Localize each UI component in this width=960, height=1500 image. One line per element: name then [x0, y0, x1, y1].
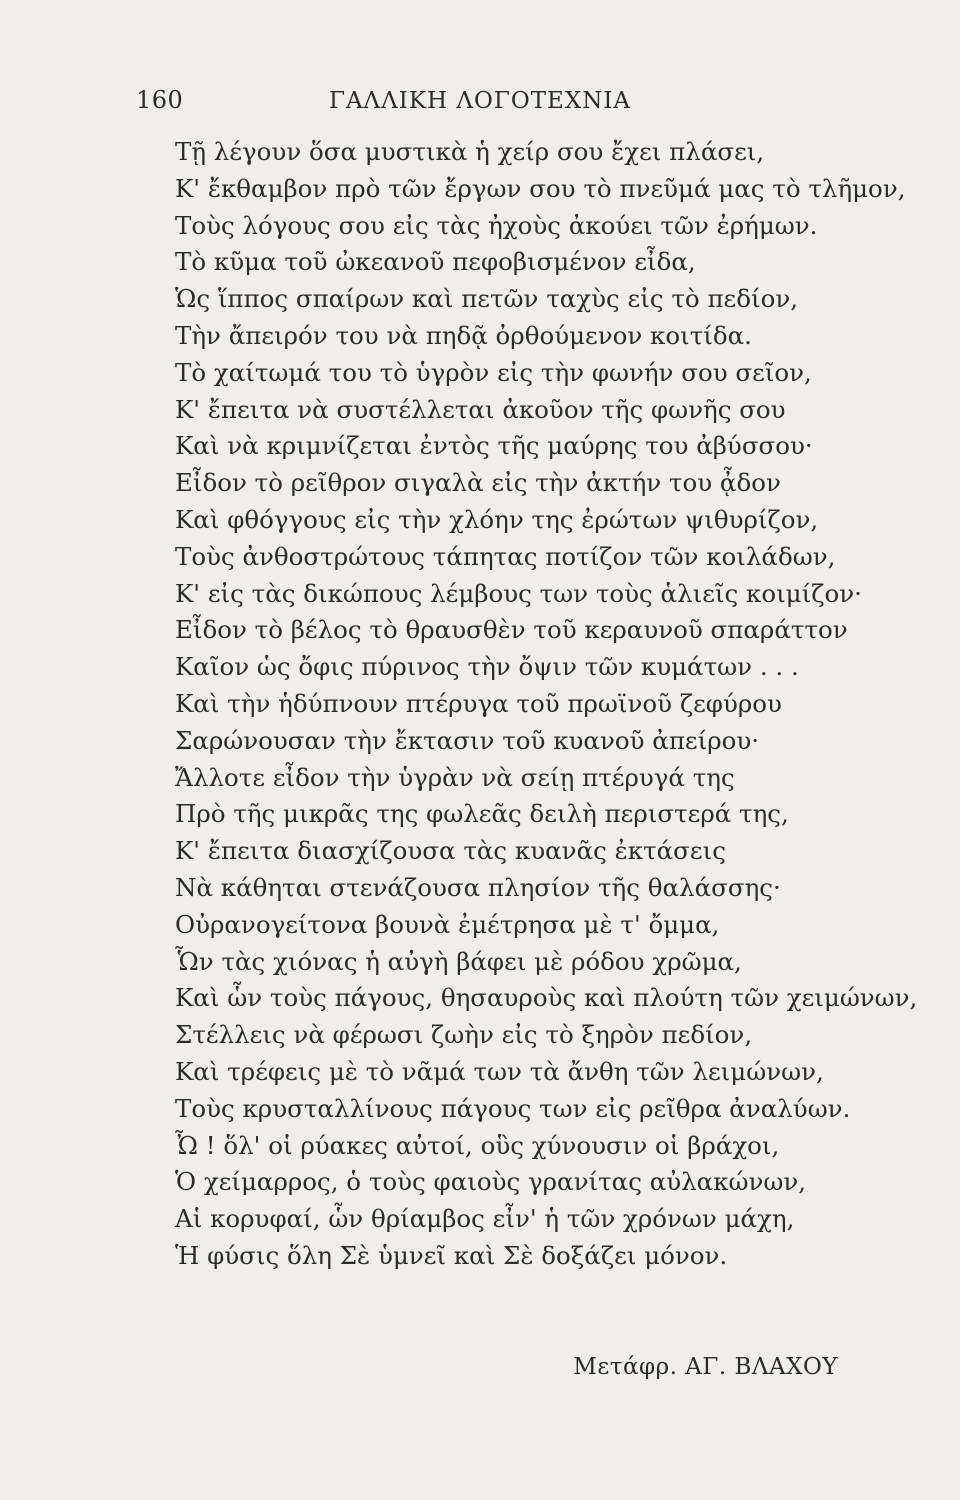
poem-line: Νὰ κάθηται στενάζουσα πλησίον τῆς θαλάσσης·: [175, 872, 781, 902]
poem-line: Ἡ φύσις ὅλη Σὲ ὑμνεῖ καὶ Σὲ δοξάζει μόνον.: [175, 1240, 728, 1270]
poem-line: Καῖον ὡς ὄφις πύρινος τὴν ὄψιν τῶν κυμάτων . . .: [175, 652, 799, 682]
poem-line: Αἱ κορυφαί, ὧν θρίαμβος εἶν' ἡ τῶν χρόνων μάχη,: [175, 1204, 795, 1234]
poem-line: Καὶ φθόγγους εἰς τὴν χλόην της ἐρώτων ψιθυρίζον,: [175, 504, 819, 534]
poem-line: Εἶδον τὸ βέλος τὸ θραυσθὲν τοῦ κεραυνοῦ σπαράττον: [175, 615, 848, 645]
poem-body: [175, 134, 925, 1275]
poem-line: Τὸ χαίτωμά του τὸ ὑγρὸν εἰς τὴν φωνήν σου σεῖον,: [175, 357, 812, 387]
poem-line: Ὧν τὰς χιόνας ἡ αὐγὴ βάφει μὲ ρόδου χρῶμα,: [175, 946, 742, 976]
poem-line: Κ' εἰς τὰς δικώπους λέμβους των τοὺς ἁλιεῖς κοιμίζον·: [175, 578, 862, 608]
poem-line: Εἶδον τὸ ρεῖθρον σιγαλὰ εἰς τὴν ἀκτήν του ᾆδον: [175, 468, 781, 498]
poem-line: Τοὺς ἀνθοστρώτους τάπητας ποτίζον τῶν κοιλάδων,: [175, 541, 836, 571]
poem-line: Πρὸ τῆς μικρᾶς της φωλεᾶς δειλὴ περιστερά της,: [175, 799, 789, 829]
poem-line: Ἄλλοτε εἶδον τὴν ὑγρὰν νὰ σείῃ πτέρυγά της: [175, 762, 735, 792]
poem-line: Ὁ χείμαρρος, ὁ τοὺς φαιοὺς γρανίτας αὐλακώνων,: [175, 1167, 807, 1197]
poem-line: Κ' ἔκθαμβον πρὸ τῶν ἔργων σου τὸ πνεῦμά μας τὸ τλῆμον,: [175, 173, 906, 203]
poem-line: Στέλλεις νὰ φέρωσι ζωὴν εἰς τὸ ξηρὸν πεδίον,: [175, 1020, 753, 1050]
poem-line: Τὸ κῦμα τοῦ ὠκεανοῦ πεφοβισμένον εἶδα,: [175, 247, 696, 277]
poem-line: Καὶ ὧν τοὺς πάγους, θησαυροὺς καὶ πλούτη τῶν χειμώνων,: [175, 983, 918, 1013]
poem-line: Τῇ λέγουν ὅσα μυστικὰ ἡ χείρ σου ἔχει πλάσει,: [175, 137, 765, 166]
poem-line: Οὐρανογείτονα βουνὰ ἐμέτρησα μὲ τ' ὄμμα,: [175, 909, 720, 939]
poem-line: Καὶ νὰ κριμνίζεται ἐντὸς τῆς μαύρης του ἀβύσσου·: [175, 431, 813, 461]
poem-line: Ὦ ! ὅλ' οἱ ρύακες αὐτοί, οὓς χύνουσιν οἱ βράχοι,: [175, 1130, 780, 1160]
poem-line: Κ' ἔπειτα νὰ συστέλλεται ἀκοῦον τῆς φωνῆς σου: [175, 394, 786, 424]
poem-line: Ὡς ἵππος σπαίρων καὶ πετῶν ταχὺς εἰς τὸ πεδίον,: [175, 284, 799, 314]
poem-line: Τοὺς κρυσταλλίνους πάγους των εἰς ρεῖθρα ἀναλύων.: [175, 1093, 851, 1123]
poem-line: Τὴν ἄπειρόν του νὰ πηδᾷ ὀρθούμενον κοιτίδα.: [175, 320, 752, 350]
poem-line: Καὶ τὴν ἡδύπνουν πτέρυγα τοῦ πρωϊνοῦ ζεφύρου: [175, 688, 782, 718]
poem-line: Τοὺς λόγους σου εἰς τὰς ἠχοὺς ἀκούει τῶν ἐρήμων.: [175, 210, 818, 240]
poem-line: Σαρώνουσαν τὴν ἔκτασιν τοῦ κυανοῦ ἀπείρου·: [175, 725, 760, 755]
poem-line: Καὶ τρέφεις μὲ τὸ νᾶμά των τὰ ἄνθη τῶν λειμώνων,: [175, 1056, 824, 1086]
poem-line: Κ' ἔπειτα διασχίζουσα τὰς κυανᾶς ἐκτάσεις: [175, 836, 726, 866]
running-title: ΓΑΛΛΙΚΗ ΛΟΓΟΤΕΧΝΙΑ: [328, 88, 632, 114]
translator-credit: Μετάφρ. ΑΓ. ΒΛΑΧΟΥ: [573, 1354, 838, 1380]
page-number: 160: [136, 86, 184, 114]
